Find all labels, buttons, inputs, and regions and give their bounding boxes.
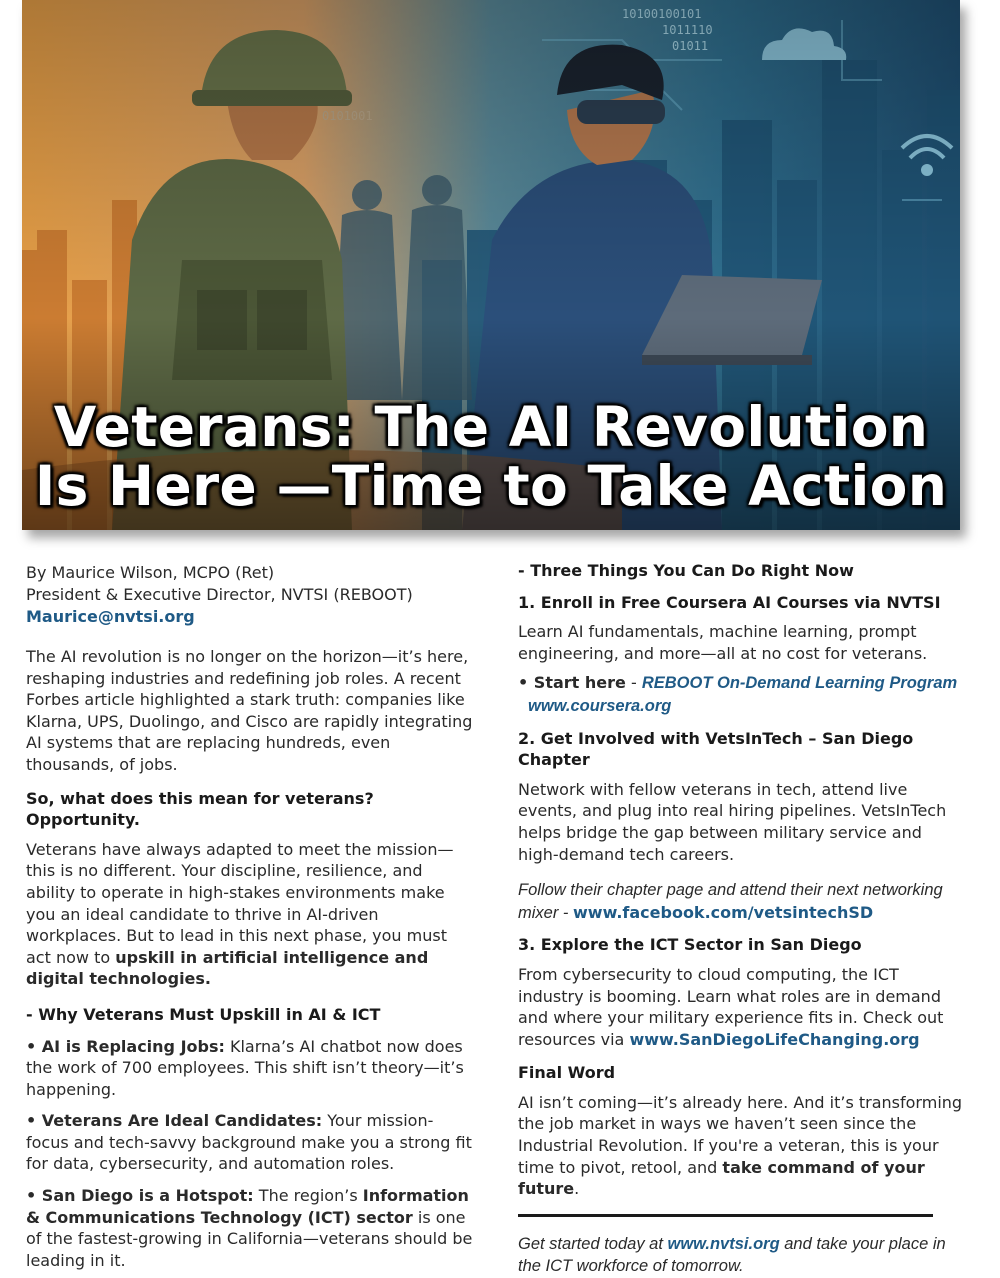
step-1-start-here <box>518 672 963 695</box>
why-heading: - Why Veterans Must Upskill in AI & ICT <box>26 1004 381 1024</box>
final-text: AI isn’t coming—it’s already here. And it’s transforming the job market in ways we haven’t seen since the Industrial Revolution. If you're a veteran, this is your time to pivot, retool, and <box>518 1092 963 1177</box>
final-word-body <box>518 1092 963 1200</box>
step-2-body: Network with fellow veterans in tech, attend live events, and plug into real hiring pipelines. VetsInTech helps bridge the gap between military service and high-demand tech careers. <box>518 779 947 864</box>
opportunity-text: Veterans have always adapted to meet the mission—this is no different. Your discipline, resilience, and ability to operate in high-stakes environments make you an ideal candidate to thrive in AI-driven workplaces. But to lead in this next phase, you must act now to <box>26 839 454 967</box>
opportunity-heading: So, what does this mean for veterans? Opportunity. <box>26 788 374 830</box>
right-column <box>518 560 963 1278</box>
bullet-emphasis: Information & Communications Technology (ICT) sector <box>26 1186 469 1227</box>
opportunity-paragraph <box>26 839 476 990</box>
hero-title-line-1: Veterans: The AI Revolution <box>53 395 929 459</box>
three-things-heading: - Three Things You Can Do Right Now <box>518 561 854 580</box>
facebook-link[interactable]: www.facebook.com/vetsintechSD <box>573 902 874 922</box>
author-name: By Maurice Wilson, MCPO (Ret) <box>26 563 275 582</box>
bullet-text: The region’s <box>253 1186 363 1206</box>
author-role: President & Executive Director, NVTSI (REBOOT) <box>26 585 413 604</box>
hero-title-line-2: Is Here —Time to Take Action <box>34 454 948 518</box>
step-2-follow <box>518 879 963 924</box>
step-3-text: From cybersecurity to cloud computing, the ICT industry is booming. Learn what roles are in demand and where your military experience fits in. Check out resources via <box>518 964 944 1049</box>
left-column <box>26 560 476 1271</box>
step-1-body: Learn AI fundamentals, machine learning, prompt engineering, and more—all at no cost for veterans. <box>518 622 928 663</box>
bullet-ideal-candidates <box>26 1110 476 1175</box>
footer-text: Get started today at <box>518 1234 668 1253</box>
hero-title <box>22 395 960 518</box>
step-3-body <box>518 964 963 1050</box>
bullet-label: • AI is Replacing Jobs: <box>26 1036 225 1056</box>
opportunity-emphasis: upskill in artificial intelligence and digital technologies. <box>26 947 429 989</box>
bullet-text: Klarna’s AI chatbot now does the work of 700 employees. This shift isn’t theory—it’s happening. <box>26 1036 464 1099</box>
hero-banner <box>22 0 960 530</box>
intro-paragraph: The AI revolution is no longer on the horizon—it’s here, reshaping industries and redefining job roles. A recent Forbes article highlighted a stark truth: companies like Klarna, UPS, Duolingo, and Cisco are rapidly integrating AI systems that are replacing hundreds, even thousands, of jobs. <box>26 647 473 774</box>
bullet-text: is one of the fastest-growing in California—veterans should be leading in it. <box>26 1207 473 1270</box>
bullet-label: • San Diego is a Hotspot: <box>26 1186 254 1206</box>
bullet-san-diego-hotspot <box>26 1185 476 1271</box>
step-1-title: 1. Enroll in Free Coursera AI Courses via NVTSI <box>518 592 941 612</box>
bullet-text: Your mission-focus and tech-savvy background make you a strong fit for data, cybersecurity, and automation roles. <box>26 1111 472 1174</box>
bullet-ai-replacing-jobs <box>26 1036 476 1101</box>
byline <box>26 562 476 628</box>
final-end: . <box>574 1179 580 1199</box>
author-email-link[interactable]: Maurice@nvtsi.org <box>26 607 195 626</box>
coursera-link[interactable]: www.coursera.org <box>528 696 672 715</box>
step-2-title: 2. Get Involved with VetsInTech – San Diego Chapter <box>518 728 914 770</box>
footer-cta <box>518 1233 963 1278</box>
step-3-title: 3. Explore the ICT Sector in San Diego <box>518 935 862 955</box>
final-word-heading: Final Word <box>518 1063 616 1083</box>
divider-rule <box>518 1214 933 1217</box>
reboot-program-link[interactable]: REBOOT On-Demand Learning Program <box>641 674 958 693</box>
start-here-label: • Start here <box>518 673 626 693</box>
final-emphasis: take command of your future <box>518 1157 925 1199</box>
follow-text: Follow their chapter page and attend their next networking mixer - <box>518 881 943 922</box>
coursera-line <box>518 695 963 718</box>
bullet-label: • Veterans Are Ideal Candidates: <box>26 1111 323 1131</box>
sandiego-link[interactable]: www.SanDiegoLifeChanging.org <box>629 1029 920 1049</box>
nvtsi-link[interactable]: www.nvtsi.org <box>667 1234 780 1253</box>
footer-text: and take your place in the ICT workforce of tomorrow. <box>518 1234 946 1276</box>
separator: - <box>625 673 642 693</box>
